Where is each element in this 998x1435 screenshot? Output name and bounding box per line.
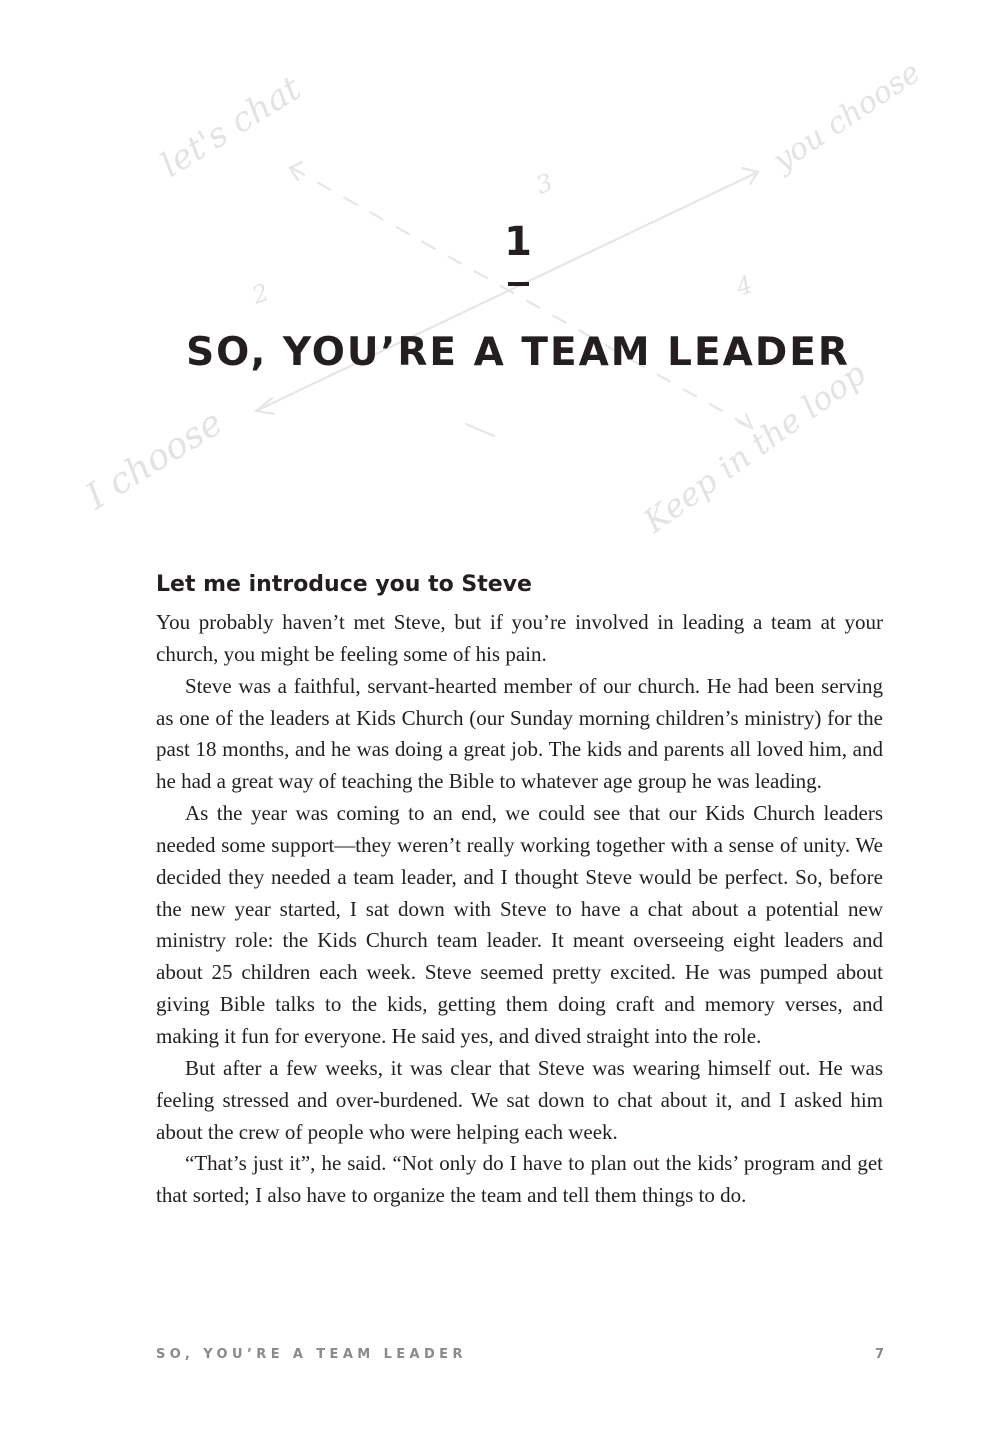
running-footer-title: SO, YOU’RE A TEAM LEADER [156,1347,467,1362]
decor-lets-chat: let's chat [153,68,309,186]
decor-step-4: 4 [732,270,757,302]
paragraph-3: As the year was coming to an end, we could see that our Kids Church leaders needed some support—they weren’t really working together with a sense of unity. We decided they needed a team leader, and I thought Steve would be perfect. So, before the new year started, I sat down with Steve to have a chat about a potential new ministry role: the Kids Church team leader. It meant overseeing eight leaders and about 25 children each week. Steve seemed pretty excited. He was pumped about giving Bible talks to the kids, getting them doing craft and memory verses, and making it fun for everyone. He said yes, and dived straight into the role. [156,801,883,1048]
decor-step-3: 3 [532,168,557,200]
body-text [156,607,883,1212]
decision-diagram-illustration [0,0,998,560]
section-heading: Let me introduce you to Steve [156,572,532,597]
tick-mark [466,424,494,436]
page-number: 7 [874,1347,884,1362]
paragraph-4: But after a few weeks, it was clear that Steve was wearing himself out. He was feeling stressed and over-burdened. We sat down to chat about it, and I asked him about the crew of people who were helping each week. [156,1055,883,1144]
paragraph-2: Steve was a faithful, servant-hearted member of our church. He had been serving as one of the leaders at Kids Church (our Sunday morning children’s ministry) for the past 18 months, and he was doing a great job. The kids and parents all loved him, and he had a great way of teaching the Bible to whatever age group he was leading. [156,673,883,794]
chapter-number-underline [508,282,529,286]
chapter-title: SO, YOU’RE A TEAM LEADER [186,330,850,375]
paragraph-1: You probably haven’t met Steve, but if you’re involved in leading a team at your church, you might be feeling some of his pain. [156,610,883,666]
decor-keep-in-the-loop: Keep in the loop [636,354,873,541]
decor-step-2: 2 [248,278,273,310]
decor-you-choose: you choose [766,54,927,179]
decor-i-choose: I choose [79,402,230,518]
chapter-number: 1 [504,219,532,265]
paragraph-5: “That’s just it”, he said. “Not only do I have to plan out the kids’ program and get that sorted; I also have to organize the team and tell them things to do. [156,1151,883,1208]
